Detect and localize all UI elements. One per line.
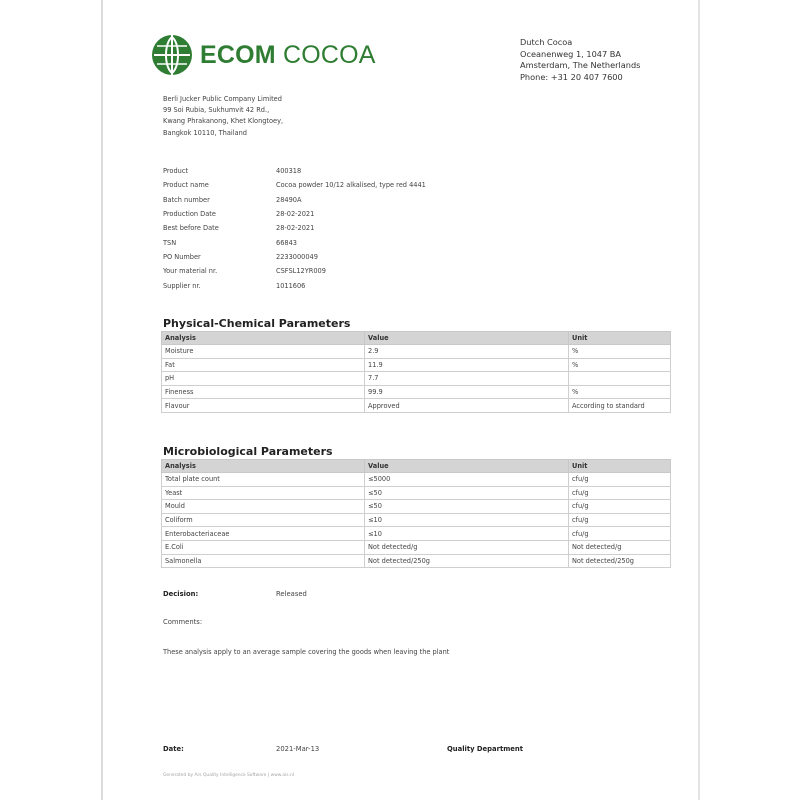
recipient-line: 99 Soi Rubia, Sukhumvit 42 Rd., [163,106,270,115]
page-edge-right [698,0,700,800]
header-unit: Unit [569,332,671,345]
recipient-line: Berli Jucker Public Company Limited [163,95,282,103]
cell-value: Not detected/250g [365,554,569,568]
detail-row-po-number [163,250,426,264]
detail-label: Production Date [163,210,216,219]
cell-analysis: E.Coli [162,540,365,554]
footer-text: Generated by Ars Quality Intelligence Software | www.ais.nl [163,773,294,778]
cell-unit: cfu/g [569,527,671,541]
detail-value: CSFSL12YR009 [276,267,326,276]
table-row [162,513,671,527]
table-row [162,554,671,568]
cell-unit: Not detected/250g [569,554,671,568]
cell-analysis: Coliform [162,513,365,527]
cell-analysis: Fat [162,358,365,372]
table-row [162,345,671,359]
recipient-line: Kwang Phrakanong, Khet Klongtoey, [163,117,284,126]
globe-logo-icon [150,33,194,77]
company-city: Amsterdam, The Netherlands [520,60,641,71]
table-row [162,540,671,554]
cell-analysis: pH [162,372,365,386]
cell-analysis: Moisture [162,345,365,359]
cell-unit [569,372,671,386]
header-analysis: Analysis [162,332,365,345]
cell-value: ≤50 [365,500,569,514]
logo-word: COCOA [282,40,376,69]
date-label: Date: [163,745,184,753]
date-value: 2021-Mar-13 [276,745,320,753]
detail-label: Supplier nr. [163,281,201,290]
cell-analysis: Flavour [162,399,365,413]
detail-row-batch-number [163,193,426,207]
logo-wordmark [200,41,376,70]
cell-unit: cfu/g [569,473,671,487]
cell-unit: cfu/g [569,500,671,514]
physical-table [161,331,671,413]
micro-section-title: Microbiological Parameters [163,445,333,458]
detail-label: Product name [163,181,209,190]
detail-value: 2233000049 [276,252,318,261]
table-row [162,399,671,413]
recipient-address [163,94,283,139]
cell-analysis: Fineness [162,385,365,399]
header-value: Value [365,460,569,473]
detail-label: Product [163,167,189,176]
detail-row-best-before [163,221,426,235]
cell-analysis: Enterobacteriaceae [162,527,365,541]
cell-value: ≤5000 [365,473,569,487]
ecom-cocoa-logo [150,33,376,77]
cell-value: 2.9 [365,345,569,359]
table-row [162,527,671,541]
cell-analysis: Salmonella [162,554,365,568]
company-address [520,37,640,83]
table-header-row [162,332,671,345]
detail-value: 28490A [276,195,302,204]
cell-value: ≤10 [365,513,569,527]
product-details [163,164,426,293]
detail-row-product-name [163,178,426,192]
detail-label: Your material nr. [163,267,218,276]
detail-row-product [163,164,426,178]
cell-unit: cfu/g [569,486,671,500]
decision-label: Decision: [163,590,199,598]
detail-value: 66843 [276,238,297,247]
recipient-line: Bangkok 10110, Thailand [163,128,247,137]
detail-label: TSN [163,238,177,247]
analysis-note: These analysis apply to an average sample covering the goods when leaving the plant [163,648,450,656]
cell-value: ≤50 [365,486,569,500]
table-row [162,372,671,386]
detail-value: 28-02-2021 [276,224,315,233]
cell-analysis: Total plate count [162,473,365,487]
cell-value: Approved [365,399,569,413]
cell-unit: % [569,358,671,372]
cell-unit: Not detected/g [569,540,671,554]
table-row [162,385,671,399]
decision-value: Released [276,590,307,598]
detail-value: 1011606 [276,281,306,290]
table-row [162,358,671,372]
company-phone: Phone: +31 20 407 7600 [520,71,623,82]
physical-section-title: Physical-Chemical Parameters [163,317,351,330]
quality-department-label: Quality Department [447,745,523,753]
detail-row-material-nr [163,264,426,278]
detail-label: Batch number [163,195,210,204]
table-row [162,500,671,514]
detail-row-supplier-nr [163,278,426,292]
comments-label: Comments: [163,618,203,626]
table-row [162,473,671,487]
cell-unit: cfu/g [569,513,671,527]
table-row [162,486,671,500]
cell-analysis: Yeast [162,486,365,500]
detail-label: Best before Date [163,224,219,233]
header-analysis: Analysis [162,460,365,473]
cell-value: 99.9 [365,385,569,399]
company-name: Dutch Cocoa [520,37,573,47]
detail-value: 400318 [276,167,302,176]
detail-value: Cocoa powder 10/12 alkalised, type red 4441 [276,181,426,190]
cell-unit: % [569,385,671,399]
logo-brand: ECOM [200,40,276,69]
detail-value: 28-02-2021 [276,210,315,219]
cell-value: ≤10 [365,527,569,541]
cell-unit: According to standard [569,399,671,413]
micro-table [161,459,671,568]
cell-unit: % [569,345,671,359]
cell-value: 7.7 [365,372,569,386]
table-header-row [162,460,671,473]
cell-value: Not detected/g [365,540,569,554]
company-street: Oceanenweg 1, 1047 BA [520,48,622,59]
detail-row-tsn [163,235,426,249]
header-unit: Unit [569,460,671,473]
detail-label: PO Number [163,252,201,261]
detail-row-production-date [163,207,426,221]
cell-value: 11.9 [365,358,569,372]
header-value: Value [365,332,569,345]
cell-analysis: Mould [162,500,365,514]
page-edge-left [101,0,103,800]
